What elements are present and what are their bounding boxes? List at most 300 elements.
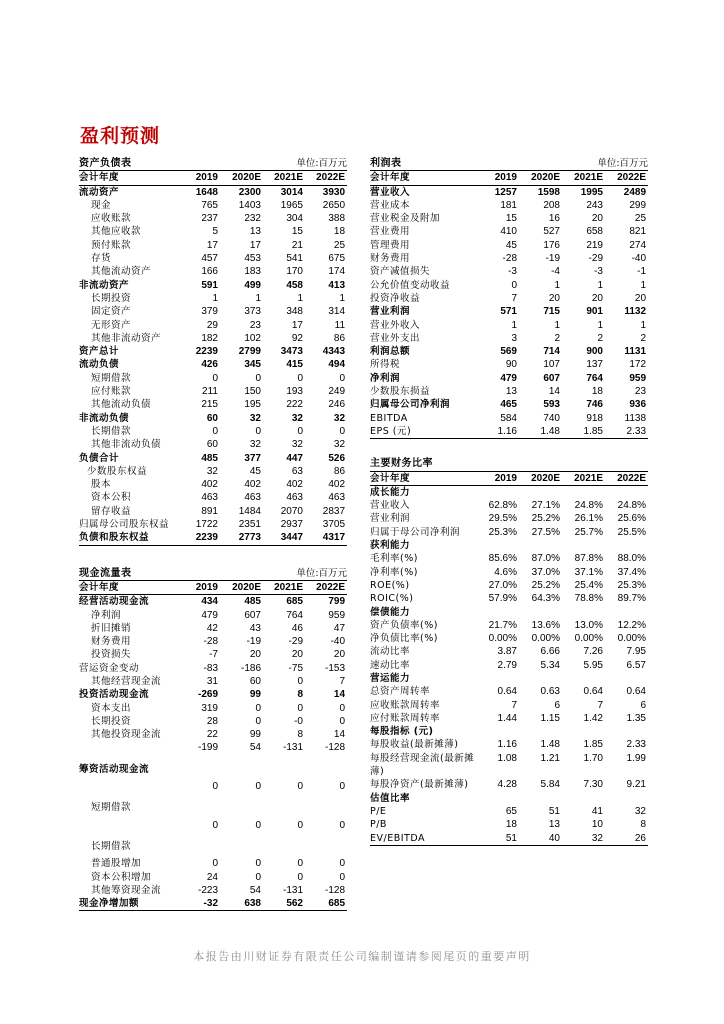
cell-value: 17	[249, 239, 261, 251]
table-row	[370, 252, 648, 265]
cell-value: 1	[554, 279, 560, 291]
table-row	[370, 818, 648, 831]
table-title-row	[79, 567, 347, 581]
cell-value: 0	[212, 819, 218, 831]
cell-value: 107	[543, 359, 560, 371]
cell-value: 43	[249, 622, 261, 634]
row-label: 负债和股东权益	[79, 531, 179, 545]
table-row	[370, 672, 648, 685]
cell-value: 447	[286, 452, 303, 464]
cell-value: 1	[339, 292, 346, 304]
cell-value: 434	[201, 596, 218, 608]
table-row	[370, 499, 648, 512]
cell-value: 571	[500, 306, 517, 318]
cell-value	[519, 485, 562, 499]
row-label: 存货	[91, 253, 112, 265]
cell-value: 32	[333, 412, 346, 424]
cell-value: -75	[288, 662, 303, 674]
cell-value: 25	[634, 213, 647, 225]
cell-value: 3447	[263, 531, 305, 545]
table-row	[79, 857, 347, 870]
cell-value: 740	[543, 412, 560, 424]
cell-value	[562, 672, 605, 685]
ratios-table	[370, 457, 648, 846]
cell-value: -28	[502, 253, 517, 265]
cell-value: 685	[286, 596, 303, 608]
cell-value: 3473	[280, 346, 303, 358]
column-header-year: 2020E	[519, 471, 562, 485]
cell-value: 1	[640, 319, 647, 331]
cell-value: 27.0%	[488, 579, 517, 591]
column-header-year: 2021E	[263, 171, 305, 185]
column-header-year: 2022E	[605, 171, 648, 185]
cell-value	[220, 755, 263, 780]
table-row	[79, 372, 347, 385]
table-row	[79, 780, 347, 793]
cell-value: 24.8%	[617, 500, 646, 512]
cell-value: 1257	[494, 186, 517, 198]
cell-value: 137	[586, 359, 603, 371]
row-label: 其他应收款	[91, 226, 142, 238]
table-row	[370, 778, 648, 791]
table-row	[79, 319, 347, 332]
table-row	[79, 345, 347, 358]
row-label: 其他流动资产	[91, 266, 152, 278]
table-row	[79, 279, 347, 292]
cash-flow-table	[79, 567, 347, 912]
row-label: 每股收益(最新摊薄)	[370, 739, 459, 751]
cell-value: 18	[591, 386, 603, 398]
cell-value: 918	[586, 412, 603, 424]
row-label: ROIC(%)	[370, 593, 414, 605]
cell-value: 402	[244, 479, 261, 491]
cell-value: 219	[586, 239, 603, 251]
row-label: 营业收入	[370, 186, 411, 198]
cell-value	[220, 832, 263, 857]
cell-value: 8	[640, 819, 646, 831]
cell-value: 7.26	[583, 646, 603, 658]
cell-value: 20	[291, 649, 303, 661]
table-row	[79, 897, 347, 911]
cell-value: 765	[201, 199, 218, 211]
cell-value: 936	[629, 399, 647, 411]
cell-value: 183	[244, 266, 261, 278]
cell-value: 166	[201, 266, 218, 278]
table-row	[79, 688, 347, 701]
column-header-year: 2022E	[605, 471, 648, 485]
cell-value: 170	[286, 266, 303, 278]
cell-value: 274	[629, 239, 647, 251]
row-label: 非流动资产	[79, 279, 130, 291]
table-row	[370, 685, 648, 698]
row-label: 普通股增加	[91, 858, 142, 870]
row-label: 营业成本	[370, 199, 411, 211]
cell-value: 2351	[238, 519, 261, 531]
cell-value: 7	[597, 699, 603, 711]
cell-value: 10	[591, 819, 603, 831]
table-row	[370, 712, 648, 725]
cell-value: -3	[594, 266, 603, 278]
row-label: 营业利润	[370, 306, 411, 318]
cell-value: 1.44	[497, 712, 517, 724]
table-row	[370, 292, 648, 305]
cell-value: 2773	[220, 531, 263, 545]
column-header-year: 2020E	[220, 171, 263, 185]
cell-value: 26	[605, 832, 648, 846]
cell-value: 377	[244, 452, 261, 464]
row-label: 流动资产	[79, 186, 120, 198]
table-row	[370, 398, 648, 411]
cell-value: 379	[201, 306, 218, 318]
row-label: 现金净增加额	[79, 897, 179, 911]
cell-value: 463	[201, 492, 218, 504]
table-row	[370, 279, 648, 292]
cell-value: 7	[511, 292, 517, 304]
cell-value: -3	[508, 266, 517, 278]
column-header-year: 2022E	[305, 580, 347, 594]
cell-value: 0.00%	[574, 633, 603, 645]
row-label: 非流动负债	[79, 412, 130, 424]
cell-value	[562, 606, 605, 619]
cell-value: 14	[333, 729, 346, 741]
cell-value: 0	[255, 819, 261, 831]
row-label: 资产负债率(%)	[370, 619, 438, 631]
row-label: 营业费用	[370, 226, 411, 238]
row-label: EBITDA	[370, 412, 408, 424]
row-label: 长期投资	[91, 292, 132, 304]
column-header-year: 2020E	[220, 580, 263, 594]
cell-value: 25.2%	[531, 579, 560, 591]
cell-value: 685	[305, 897, 347, 911]
cell-value: 959	[328, 609, 346, 621]
row-label: 流动比率	[370, 646, 411, 658]
table-row	[370, 566, 648, 579]
cell-value: 2650	[322, 199, 346, 211]
cell-value: 658	[586, 226, 603, 238]
row-label	[79, 819, 179, 832]
row-label: 营运能力	[370, 672, 411, 684]
column-header-year: 2019	[179, 580, 220, 594]
cell-value: 25.2%	[531, 513, 560, 525]
cell-value: 25.3%	[488, 526, 517, 538]
table-row	[79, 478, 347, 491]
row-label: 短期借款	[91, 802, 132, 814]
cell-value: 22	[206, 729, 218, 741]
cell-value: 54	[249, 884, 261, 896]
table-row	[370, 539, 648, 552]
row-label: 每股指标 (元)	[370, 726, 434, 738]
row-label: 资产减值损失	[370, 266, 431, 278]
cell-value: 413	[328, 279, 346, 291]
cell-value: 2	[554, 332, 560, 344]
cell-value: 0.00%	[531, 633, 560, 645]
table-row	[79, 239, 347, 252]
cell-value: 26.1%	[574, 513, 603, 525]
cell-value: 232	[244, 213, 261, 225]
cell-value: 0	[297, 372, 303, 384]
cell-value: 14	[548, 386, 560, 398]
cell-value: -83	[203, 662, 218, 674]
cell-value: 29	[206, 319, 218, 331]
cell-value: 1	[212, 292, 218, 304]
table-row	[79, 648, 347, 661]
cell-value: 89.7%	[617, 593, 646, 605]
table-title: 主要财务比率	[370, 458, 433, 470]
cell-value: 13.6%	[531, 619, 560, 631]
cell-value: 426	[201, 359, 218, 371]
cell-value: 900	[586, 346, 603, 358]
cell-value: 24.8%	[574, 500, 603, 512]
cell-value: 593	[543, 399, 560, 411]
table-row	[79, 755, 347, 780]
table-row	[370, 526, 648, 539]
cell-value: 891	[201, 505, 218, 517]
cell-value: -223	[197, 884, 218, 896]
row-label: 其他筹资现金流	[91, 884, 162, 896]
cell-value: 25	[333, 239, 346, 251]
table-row	[370, 738, 648, 751]
cell-value: 99	[249, 729, 261, 741]
table-title: 现金流量表	[79, 567, 132, 579]
row-label: 毛利率(%)	[370, 553, 418, 565]
cell-value	[263, 793, 305, 818]
cell-value: 0.64	[497, 686, 517, 698]
table-row	[79, 531, 347, 545]
cell-value: 14	[333, 689, 346, 701]
cell-value: 463	[286, 492, 303, 504]
cell-value	[605, 606, 648, 619]
row-label: 留存收益	[91, 505, 132, 517]
row-label: 其他非流动资产	[91, 332, 162, 344]
row-label: 速动比率	[370, 659, 411, 671]
cell-value	[220, 793, 263, 818]
cell-value: 3	[511, 332, 517, 344]
cell-value: 37.1%	[574, 566, 603, 578]
cell-value: 87.8%	[574, 553, 603, 565]
cell-value: 7.30	[583, 779, 603, 791]
cell-value: 388	[328, 213, 346, 225]
row-label: 应付账款周转率	[370, 712, 441, 724]
cell-value: 31	[206, 675, 218, 687]
cell-value: 5	[212, 226, 218, 238]
cell-value: 764	[286, 609, 303, 621]
unit-label: 单位:百万元	[296, 158, 348, 169]
cell-value	[476, 485, 519, 499]
row-label: 所得税	[370, 359, 401, 371]
cell-value: 8	[297, 729, 303, 741]
table-row	[79, 438, 347, 451]
cell-value: 0	[339, 372, 346, 384]
cell-value	[605, 792, 648, 805]
table-row	[370, 832, 648, 846]
cell-value: -0	[294, 715, 303, 727]
cell-value: 0	[297, 858, 303, 870]
page-title: 盈利预测	[80, 125, 161, 147]
cell-value: 0.64	[583, 686, 603, 698]
row-label: 净利润	[370, 372, 401, 384]
table-row	[79, 212, 347, 225]
cell-value: 20	[634, 292, 647, 304]
table-row	[79, 715, 347, 728]
cell-value: 20	[249, 649, 261, 661]
cell-value: 45	[505, 239, 517, 251]
row-label: ROE(%)	[370, 579, 410, 591]
cell-value	[519, 725, 562, 738]
cell-value: 402	[328, 479, 346, 491]
cell-value: 5.95	[583, 659, 603, 671]
cell-value	[305, 793, 347, 818]
cell-value: 181	[500, 199, 517, 211]
table-row	[370, 239, 648, 252]
table-row	[79, 505, 347, 518]
table-row	[79, 884, 347, 897]
cell-value: 32	[249, 412, 261, 424]
cell-value: 0	[255, 858, 261, 870]
cell-value: 2.33	[605, 425, 648, 439]
row-label: 投资活动现金流	[79, 689, 150, 701]
cell-value: 1	[597, 319, 603, 331]
cell-value: 27.1%	[531, 500, 560, 512]
cell-value: 27.5%	[531, 526, 560, 538]
cell-value: 6	[640, 699, 646, 711]
cell-value: 23	[249, 319, 261, 331]
cell-value: 32	[291, 412, 303, 424]
cell-value: 47	[333, 622, 346, 634]
cell-value	[305, 755, 347, 780]
cell-value: -128	[325, 742, 346, 754]
cell-value	[605, 539, 648, 552]
row-label: 营业税金及附加	[370, 213, 441, 225]
cell-value: 746	[586, 399, 603, 411]
cell-value: 37.0%	[531, 566, 560, 578]
table-header-row	[370, 471, 648, 485]
cell-value: 584	[500, 412, 517, 424]
row-label: 现金	[91, 199, 112, 211]
row-label: 股本	[91, 479, 112, 491]
table-row	[79, 185, 347, 199]
table-row	[370, 552, 648, 565]
right-column	[370, 157, 648, 846]
cell-value: 57.9%	[488, 593, 517, 605]
table-title-row	[370, 157, 648, 171]
cell-value: 15	[505, 213, 517, 225]
table-row	[79, 595, 347, 609]
cell-value: 25.7%	[574, 526, 603, 538]
cell-value: 2.79	[497, 659, 517, 671]
cell-value: 1.21	[540, 752, 560, 764]
table-row	[370, 725, 648, 738]
cell-value: -29	[288, 636, 303, 648]
cell-value: 463	[244, 492, 261, 504]
cell-value: 0	[297, 675, 303, 687]
cell-value: 1.08	[497, 752, 517, 764]
row-label: 投资净收益	[370, 292, 421, 304]
cell-value: 20	[548, 292, 560, 304]
cell-value: 457	[201, 253, 218, 265]
cell-value	[263, 832, 305, 857]
table-row	[370, 412, 648, 425]
cell-value: -19	[246, 636, 261, 648]
table-row	[370, 512, 648, 525]
cell-value: 415	[286, 359, 303, 371]
column-header-year-label: 会计年度	[370, 471, 476, 485]
cell-value: 1	[511, 319, 517, 331]
cell-value: 319	[201, 702, 218, 714]
table-row	[370, 212, 648, 225]
cell-value: 8	[297, 689, 303, 701]
cell-value: 499	[244, 279, 261, 291]
cell-value: -28	[203, 636, 218, 648]
cell-value: 0	[255, 702, 261, 714]
cell-value: 37.4%	[617, 566, 646, 578]
row-label: 应收账款	[91, 213, 132, 225]
cell-value: 208	[543, 199, 560, 211]
cell-value: 182	[201, 332, 218, 344]
row-label: 净负债比率(%)	[370, 633, 438, 645]
row-label: 营业外收入	[370, 319, 421, 331]
cell-value: 373	[244, 306, 261, 318]
cell-value: 2300	[238, 186, 261, 198]
cell-value: 0	[212, 858, 218, 870]
table-row	[79, 702, 347, 715]
table-row	[370, 265, 648, 278]
cell-value: 0	[255, 781, 261, 793]
cell-value: 32	[562, 832, 605, 846]
table-row	[370, 332, 648, 345]
row-label: 管理费用	[370, 239, 411, 251]
cell-value: 99	[249, 689, 261, 701]
cell-value: 0	[255, 425, 261, 437]
cell-value: 40	[519, 832, 562, 846]
cell-value	[179, 793, 220, 818]
cell-value: 541	[286, 253, 303, 265]
cell-value: 0.63	[540, 686, 560, 698]
cell-value: -269	[197, 689, 218, 701]
cell-value: 62.8%	[488, 500, 517, 512]
cell-value: -7	[209, 649, 218, 661]
table-row	[370, 805, 648, 818]
cell-value: 299	[629, 199, 647, 211]
cell-value: 6.66	[540, 646, 560, 658]
cell-value: 1403	[238, 199, 261, 211]
cell-value: 0	[297, 425, 303, 437]
cell-value	[605, 725, 648, 738]
cell-value: 4.6%	[494, 566, 517, 578]
row-label: 少数股东损益	[370, 386, 431, 398]
table-row	[79, 332, 347, 345]
cell-value	[476, 539, 519, 552]
column-header-year: 2020E	[519, 171, 562, 185]
table-row	[370, 345, 648, 358]
table-row	[79, 819, 347, 832]
cell-value: 3014	[280, 186, 303, 198]
cell-value: 60	[249, 675, 261, 687]
cell-value: 90	[505, 359, 517, 371]
cell-value	[476, 792, 519, 805]
balance-sheet-table	[79, 157, 347, 546]
footer-disclaimer: 本报告由川财证券有限责任公司编制谨请参阅尾页的重要声明	[193, 950, 531, 963]
table-row	[79, 265, 347, 278]
cell-value: 3930	[322, 186, 346, 198]
cell-value: 11	[334, 319, 346, 331]
row-label: 其他经营现金流	[91, 675, 162, 687]
table-row	[79, 832, 347, 857]
cell-value: 1.16	[476, 425, 519, 439]
cell-value: 0	[339, 781, 346, 793]
cell-value	[476, 606, 519, 619]
cell-value: 25.5%	[617, 526, 646, 538]
table-row	[79, 871, 347, 884]
